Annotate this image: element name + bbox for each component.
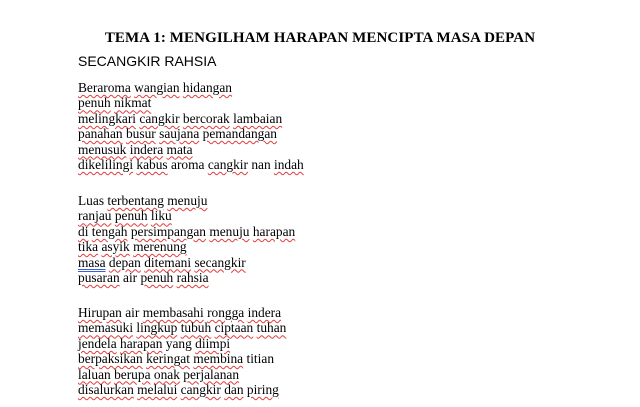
spellcheck-flagged-word: menusuk	[78, 141, 127, 157]
poem-line	[78, 126, 304, 141]
poem-text: air	[121, 305, 143, 320]
spellcheck-flagged-word: disalurkan	[78, 382, 134, 398]
poem-line	[78, 320, 286, 335]
spellcheck-flagged-word: cangkir	[180, 382, 221, 398]
spellcheck-flagged-word: penuh	[114, 208, 148, 224]
spellcheck-flagged-word: indah	[274, 157, 304, 173]
poem-text: air	[119, 270, 141, 286]
poem-line	[78, 336, 286, 351]
spellcheck-flagged-word: dikelilingi	[78, 157, 134, 173]
spellcheck-flagged-word: dan	[224, 382, 244, 398]
spellcheck-flagged-word: berpaksikan	[78, 351, 143, 367]
poem-text: yang	[162, 335, 196, 351]
poem-line	[78, 351, 286, 366]
spellcheck-flagged-word: wangian	[134, 80, 180, 95]
spellcheck-flagged-word: asyik	[101, 239, 130, 255]
poem-line	[78, 239, 295, 254]
poem-line	[78, 142, 304, 157]
spellcheck-flagged-word: harapan	[120, 335, 163, 351]
spellcheck-flagged-word: penuh	[140, 270, 174, 286]
spellcheck-flagged-word: diimpi	[195, 335, 231, 351]
spellcheck-flagged-word: indera	[129, 141, 164, 157]
grammar-flagged-word: masa	[78, 254, 106, 270]
poem-text: nan	[247, 157, 274, 173]
poem-line	[78, 255, 295, 270]
spellcheck-flagged-word: penuh	[78, 95, 111, 111]
spellcheck-flagged-word: pemandangan	[202, 126, 277, 142]
spellcheck-flagged-word: ranjau	[78, 208, 112, 224]
spellcheck-flagged-word: jendela	[78, 335, 117, 351]
spellcheck-flagged-word: persimpangan	[130, 223, 206, 239]
poem-stanza-3	[78, 305, 286, 397]
poem-line	[78, 224, 295, 239]
spellcheck-flagged-word: melingkari	[78, 110, 137, 126]
poem-line	[78, 208, 295, 223]
poem-line	[78, 270, 295, 285]
spellcheck-flagged-word: indera	[247, 305, 282, 320]
poem-line	[78, 367, 286, 382]
spellcheck-flagged-word: laluan	[78, 366, 111, 382]
spellcheck-flagged-word: busur	[125, 126, 156, 142]
poem-line	[78, 157, 304, 172]
spellcheck-flagged-word: tubuh	[180, 320, 212, 336]
spellcheck-flagged-word: terbentang	[107, 193, 164, 208]
spellcheck-flagged-word: tika	[78, 239, 99, 255]
spellcheck-flagged-word: membasahi	[142, 305, 204, 320]
spellcheck-flagged-word: onak	[153, 366, 180, 382]
spellcheck-flagged-word: depan	[108, 254, 141, 270]
poem-line	[78, 95, 304, 110]
spellcheck-flagged-word: di	[78, 223, 89, 239]
spellcheck-flagged-word: melalui	[137, 382, 178, 398]
spellcheck-flagged-word: menuju	[167, 193, 208, 208]
poem-line	[78, 305, 286, 320]
spellcheck-flagged-word: rahsia	[176, 270, 209, 286]
poem-text: titian	[243, 351, 275, 367]
spellcheck-flagged-word: menuju	[209, 223, 250, 239]
poem-stanza-2	[78, 193, 295, 285]
spellcheck-flagged-word: mata	[166, 141, 193, 157]
spellcheck-flagged-word: rongga	[207, 305, 245, 320]
spellcheck-flagged-word: harapan	[252, 223, 296, 239]
spellcheck-flagged-word: memasuki	[78, 320, 134, 336]
spellcheck-flagged-word: tuhan	[256, 320, 287, 336]
spellcheck-flagged-word: cangkir	[207, 157, 248, 173]
poem-line	[78, 80, 304, 95]
document-heading: TEMA 1: MENGILHAM HARAPAN MENCIPTA MASA DEPAN	[104, 30, 536, 46]
spellcheck-flagged-word: piring	[246, 382, 279, 398]
spellcheck-flagged-word: perjalanan	[183, 366, 240, 382]
spellcheck-flagged-word: secangkir	[194, 254, 246, 270]
spellcheck-flagged-word: ciptaan	[214, 320, 254, 336]
spellcheck-flagged-word: pusaran	[78, 270, 120, 286]
spellcheck-flagged-word: lambaian	[233, 110, 283, 126]
spellcheck-flagged-word: keringat	[146, 351, 190, 367]
poem-text: aroma	[167, 157, 208, 173]
spellcheck-flagged-word: liku	[150, 208, 172, 224]
spellcheck-flagged-word: bercorak	[182, 110, 230, 126]
spellcheck-flagged-word: merenung	[133, 239, 187, 255]
spellcheck-flagged-word: saujana	[159, 126, 200, 142]
poem-line	[78, 382, 286, 397]
spellcheck-flagged-word: hidangan	[182, 80, 232, 95]
poem-line	[78, 193, 295, 208]
spellcheck-flagged-word: nikmat	[114, 95, 152, 111]
spellcheck-flagged-word: panahan	[78, 126, 123, 142]
spellcheck-flagged-word: membina	[193, 351, 244, 367]
spellcheck-flagged-word: lingkup	[136, 320, 178, 336]
spellcheck-flagged-word: tengah	[91, 223, 128, 239]
poem-text: Luas	[78, 193, 108, 208]
spellcheck-flagged-word: berupa	[114, 366, 151, 382]
spellcheck-flagged-word: Beraroma	[78, 80, 131, 95]
poem-stanza-1	[78, 80, 304, 172]
poem-line	[78, 111, 304, 126]
poem-title: SECANGKIR RAHSIA	[78, 53, 217, 69]
spellcheck-flagged-word: ditemani	[144, 254, 192, 270]
spellcheck-flagged-word: cangkir	[139, 110, 180, 126]
spellcheck-flagged-word: kabus	[136, 157, 168, 173]
spellcheck-flagged-word: Hirupan	[78, 305, 122, 320]
